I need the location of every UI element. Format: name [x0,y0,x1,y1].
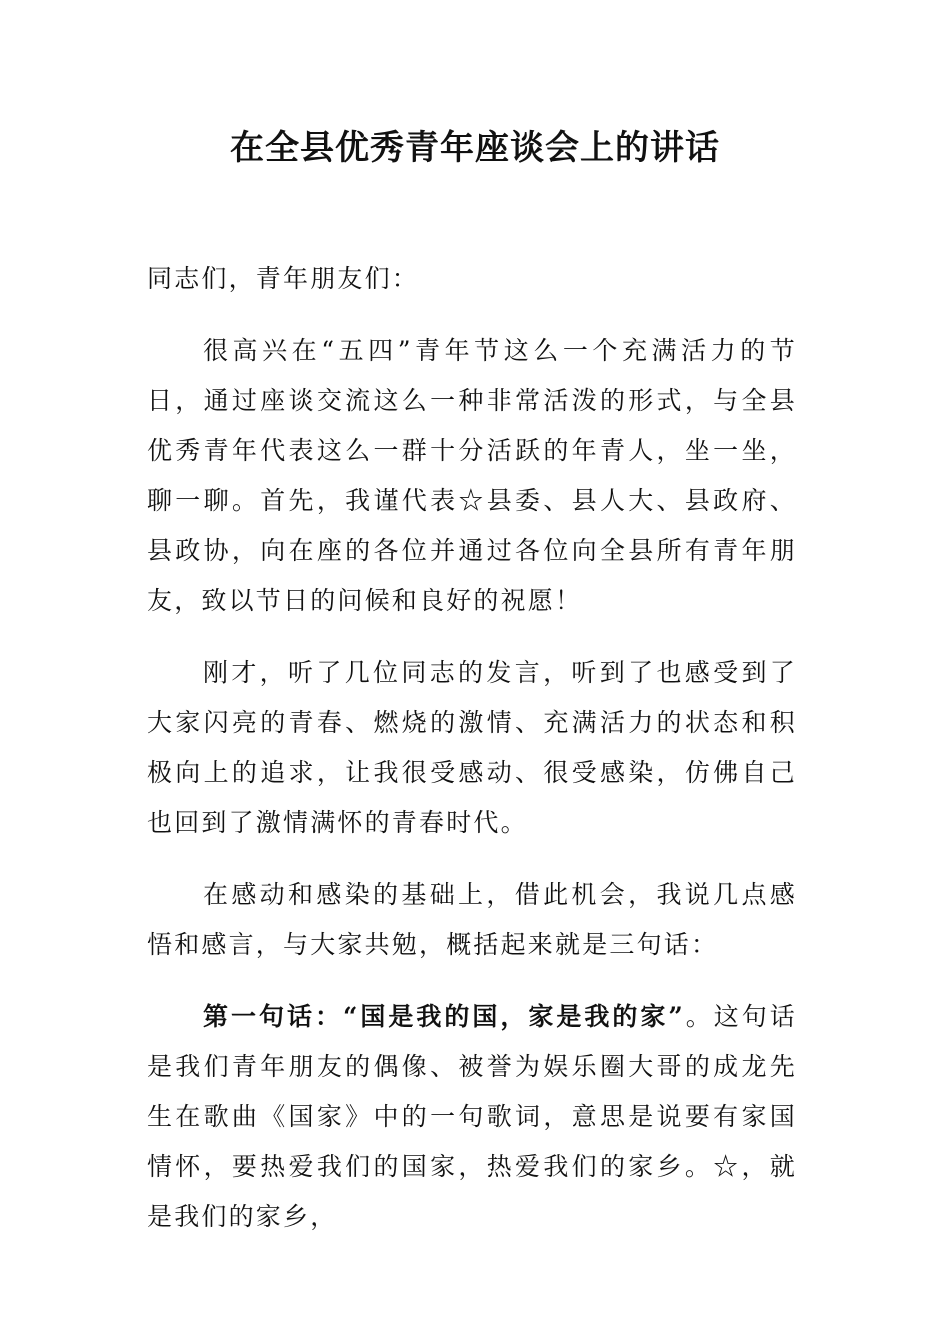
point-one-heading: 第一句话：“国是我的国，家是我的家” [203,1002,685,1031]
document-title: 在全县优秀青年座谈会上的讲话 [230,128,720,168]
salutation: 同志们，青年朋友们： [147,264,420,293]
paragraph-greeting: 很高兴在“五四”青年节这么一个充满活力的节日，通过座谈交流这么一种非常活泼的形式，与全县优秀青年代表这么一群十分活跃的年青人，坐一坐，聊一聊。首先，我谨代表☆县委、县人大、县政府、县政协，向在座的各位并通过各位向全县所有青年朋友，致以节日的问候和良好的祝愿！ [147,336,797,615]
document-body [147,254,797,1242]
paragraph-point-one [147,992,797,1242]
paragraph-impressions: 刚才，听了几位同志的发言，听到了也感受到了大家闪亮的青春、燃烧的激情、充满活力的状态和积极向上的追求，让我很受感动、很受感染，仿佛自己也回到了激情满怀的青春时代。 [147,658,797,837]
point-one-text: 。这句话是我们青年朋友的偶像、被誉为娱乐圈大哥的成龙先生在歌曲《国家》中的一句歌词，意思是说要有家国情怀，要热爱我们的国家，热爱我们的家乡。☆，就是我们的家乡， [147,1002,797,1231]
paragraph-three-points: 在感动和感染的基础上，借此机会，我说几点感悟和感言，与大家共勉，概括起来就是三句话： [147,880,797,959]
